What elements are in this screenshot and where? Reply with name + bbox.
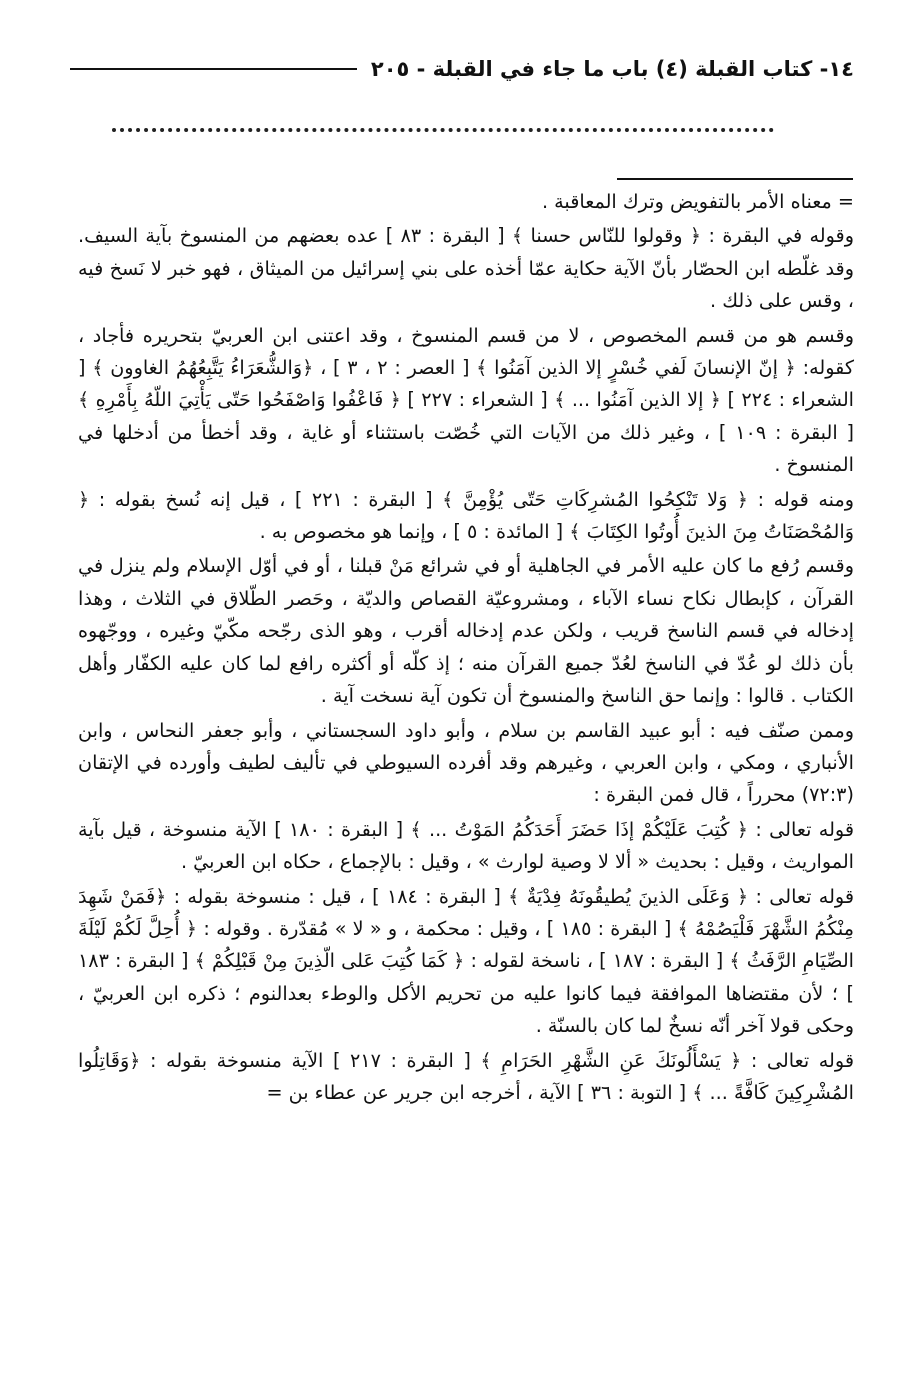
paragraph-6: وممن صنّف فيه : أبو عبيد القاسم بن سلام ، وأبو داود السجستاني ، وأبو جعفر النحاس ، وابن الأنباري ، ومكي ، وابن العربي ، وغيرهم وقد أفرده السيوطي في تأليف لطيف وأورده في الإتقان (٧٢:٣) محرراً ، قال فمن البقرة : [78,718,854,807]
paragraph-3: وقسم هو من قسم المخصوص ، لا من قسم المنسوخ ، وقد اعتنى ابن العربيّ بتحريره فأجاد ، كقوله: ﴿ إنّ الإنسانَ لَفي خُسْرٍ إلا الذين آمَنُوا ﴾ [ العصر : ٢ ، ٣ ] ، ﴿وَالشُّعَرَاءُ يَتَّبِعُهُمُ الغاوون ﴾ [ الشعراء : ٢٢٤ ] ﴿ إلا الذين آمَنُوا ... ﴾ [ الشعراء : ٢٢٧ ] ﴿ فَاعْفُوا وَاصْفَحُوا حَتّى يَأْتِيَ اللّهُ بِأَمْرِهِ ﴾ [ البقرة : ١٠٩ ] ، وغير ذلك من الآيات التي خُصّت باستثناء أو غاية ، وقد أخطأ من أدخلها في المنسوخ . [78,323,855,477]
paragraph-7: قوله تعالى : ﴿ كُتِبَ عَلَيْكُمْ إذَا حَضَرَ أَحَدَكُمُ المَوْتُ ... ﴾ [ البقرة : ١٨٠ ] الآية منسوخة ، قيل بآية المواريث ، وقيل : بحديث « ألا لا وصية لوارث » ، وقيل : بالإجماع ، حكاه ابن العربيّ . [78,817,854,874]
dotted-separator [112,128,774,132]
footnote-body [78,186,854,1109]
paragraph-1: = معناه الأمر بالتفويض وترك المعاقبة . [541,190,854,213]
paragraph-4: ومنه قوله : ﴿ وَلا تَنْكِحُوا المُشرِكَاتِ حَتّى يُؤْمِنَّ ﴾ [ البقرة : ٢٢١ ] ، قيل إنه نُسخ بقوله : ﴿ وَالمُحْصَنَاتُ مِنَ الذينَ أُوتُوا الكِتَابَ ﴾ [ المائدة : ٥ ] ، وإنما هو مخصوص به . [78,487,854,544]
paragraph-9: قوله تعالى : ﴿ يَسْأَلُونَكَ عَنِ الشَّهْرِ الحَرَامِ ﴾ [ البقرة : ٢١٧ ] الآية منسوخة بقوله : ﴿وَقَاتِلُوا المُشْرِكِينَ كَافَّةً ... ﴾ [ التوبة : ٣٦ ] الآية ، أخرجه ابن جرير عن عطاء بن = [78,1048,854,1104]
paragraph-2: وقوله في البقرة : ﴿ وقولوا للنّاس حسنا ﴾ [ البقرة : ٨٣ ] عده بعضهم من المنسوخ بآية السيف. وقد غلّطه ابن الحصّار بأنّ الآية حكاية عمّا أخذه على بني إسرائيل من الميثاق ، فهو خبر لا نَسخ فيه ، وقس على ذلك . [78,224,854,313]
footnote-rule [617,178,853,180]
running-header [70,52,854,86]
header-rule [70,68,357,70]
paragraph-8: قوله تعالى : ﴿ وَعَلَى الذينَ يُطيقُونَهُ فِدْيَةٌ ﴾ [ البقرة : ١٨٤ ] ، قيل : منسوخة بقوله : ﴿فَمَنْ شَهِدَ مِنْكُمُ الشَّهْرَ فَلْيَصُمْهُ ﴾ [ البقرة : ١٨٥ ] ، وقيل : محكمة ، و « لا » مُقدّرة . وقوله : ﴿ أُحِلَّ لَكُمْ لَيْلَةَ الصِّيَامِ الرَّفَثُ ﴾ [ البقرة : ١٨٧ ] ، ناسخة لقوله : ﴿ كَمَا كُتِبَ عَلى الّذِينَ مِنْ قَبْلِكُمْ ﴾ [ البقرة : ١٨٣ ] ؛ لأن مقتضاها الموافقة فيما كانوا عليه من تحريم الأكل والوطء بعدالنوم ؛ ذكره ابن العربيّ ، وحكى قولا آخر أنّه نسخٌ لما كان بالسنّة . [78,884,854,1038]
header-title: ١٤- كتاب القبلة (٤) باب ما جاء في القبلة - ٢٠٥ [370,57,854,81]
paragraph-5: وقسم رُفع ما كان عليه الأمر في الجاهلية أو في شرائع مَنْ قبلنا ، أو في أوّل الإسلام ولم ينزل في القرآن ، كإبطال نكاح نساء الآباء ، ومشروعيّة القصاص والديّة ، وحَصر الطّلاق في الثلاث ، وهذا إدخاله في قسم الناسخ قريب ، ولكن عدم إدخاله أقرب ، وهو الذى رجّحه مكّيّ وغيره ، ووجّهوه بأن ذلك لو عُدّ في الناسخ لعُدّ جميع القرآن منه ؛ إذ كلّه أو أكثره رافع لما كان عليه الكفّار وأهل الكتاب . قالوا : وإنما حق الناسخ والمنسوخ أن تكون آية نسخت آية . [78,554,854,708]
